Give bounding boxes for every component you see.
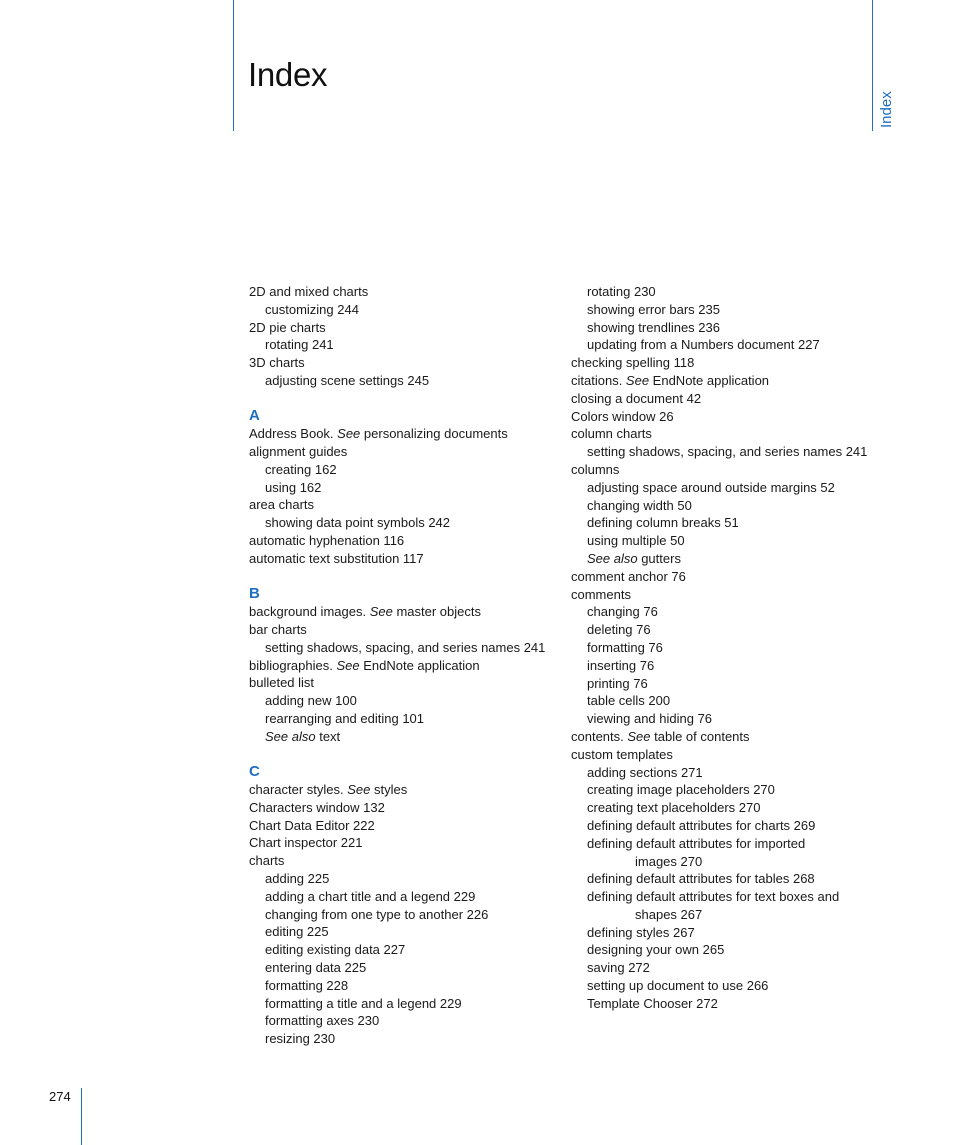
index-subentry	[571, 692, 871, 710]
entry-text: setting shadows, spacing, and series names 241	[587, 444, 868, 460]
entry-text: closing a document 42	[571, 390, 702, 406]
index-subentry	[249, 514, 549, 532]
section-spacer	[249, 568, 549, 586]
entry-text: defining default attributes for imported	[587, 835, 806, 851]
entry-text: using multiple 50	[587, 533, 685, 549]
entry-text: editing existing data 227	[265, 942, 406, 958]
index-entry	[249, 781, 549, 799]
index-entry	[249, 817, 549, 835]
reference-target: personalizing documents	[360, 426, 508, 442]
entry-text: formatting 228	[265, 977, 349, 993]
reference-target: EndNote application	[649, 372, 770, 388]
entry-text: automatic text substitution 117	[249, 550, 424, 566]
entry-text: Colors window 26	[571, 408, 674, 424]
entry-text: citations.	[571, 372, 626, 388]
index-subentry	[249, 301, 549, 319]
entry-text: comments	[571, 586, 631, 602]
entry-text: adding new 100	[265, 693, 357, 709]
index-entry	[249, 657, 549, 675]
entry-text: area charts	[249, 497, 315, 513]
index-subentry	[571, 870, 871, 888]
entry-text: alignment guides	[249, 444, 348, 460]
entry-text: bibliographies.	[249, 657, 337, 673]
index-subentry	[571, 639, 871, 657]
entry-text: Address Book.	[249, 426, 338, 442]
see-reference: See	[337, 426, 361, 442]
entry-text: changing from one type to another 226	[265, 906, 489, 922]
entry-text: adjusting space around outside margins 52	[587, 479, 835, 495]
index-subentry	[249, 870, 549, 888]
index-entry	[249, 283, 549, 301]
index-entry	[249, 799, 549, 817]
index-entry	[249, 443, 549, 461]
entry-text: showing trendlines 236	[587, 319, 720, 335]
index-letter-heading: B	[249, 585, 260, 603]
entry-text: column charts	[571, 426, 652, 442]
index-entry	[249, 852, 549, 870]
entry-text: entering data 225	[265, 960, 367, 975]
section-spacer	[249, 390, 549, 408]
reference-target: gutters	[637, 550, 681, 566]
entry-text: 2D pie charts	[249, 319, 326, 335]
index-subentry	[571, 657, 871, 675]
entry-text: printing 76	[587, 675, 648, 691]
entry-text: automatic hyphenation 116	[249, 533, 405, 549]
index-column-right	[571, 283, 871, 1013]
index-subentry	[571, 941, 871, 959]
index-subentry	[571, 710, 871, 728]
index-entry	[571, 372, 871, 390]
index-subentry	[571, 799, 871, 817]
entry-text: editing 225	[265, 924, 329, 940]
index-entry	[571, 728, 871, 746]
index-subentry	[571, 319, 871, 337]
index-subentry	[571, 764, 871, 782]
entry-text: inserting 76	[587, 657, 655, 673]
footer-rule	[81, 1088, 82, 1145]
entry-text: Chart inspector 221	[249, 835, 363, 851]
entry-text: rotating 241	[265, 337, 334, 353]
index-subentry	[571, 817, 871, 835]
entry-text: customizing 244	[265, 301, 359, 317]
index-subentry	[249, 336, 549, 354]
index-subentry	[571, 550, 871, 568]
reference-target: styles	[370, 782, 408, 798]
entry-text: comment anchor 76	[571, 568, 686, 584]
index-letter-heading: A	[249, 407, 260, 425]
entry-text: creating text placeholders 270	[587, 800, 761, 816]
index-entry	[571, 354, 871, 372]
entry-text: formatting a title and a legend 229	[265, 995, 462, 1011]
section-spacer	[249, 746, 549, 764]
index-subentry	[571, 514, 871, 532]
entry-text: defining default attributes for tables 268	[587, 871, 815, 887]
entry-text: background images.	[249, 604, 370, 620]
entry-text: changing width 50	[587, 497, 692, 513]
index-entry	[249, 319, 549, 337]
entry-text: shapes 267	[635, 906, 703, 922]
index-subentry	[249, 888, 549, 906]
header-rule-left	[233, 0, 234, 131]
entry-text: Chart Data Editor 222	[249, 817, 375, 833]
index-subentry	[571, 603, 871, 621]
entry-text: designing your own 265	[587, 942, 725, 958]
entry-text: character styles.	[249, 782, 348, 798]
see-reference: See	[347, 782, 371, 798]
entry-text: formatting axes 230	[265, 1013, 380, 1029]
entry-text: resizing 230	[265, 1031, 336, 1047]
entry-text: creating 162	[265, 461, 337, 477]
index-subentry	[249, 1030, 549, 1048]
index-subentry	[571, 443, 871, 461]
index-subentry	[249, 977, 549, 995]
entry-text: images 270	[635, 853, 703, 869]
index-subentry	[249, 461, 549, 479]
section-tab-label: Index	[878, 91, 895, 128]
entry-text: defining default attributes for text boxes and	[587, 889, 840, 905]
entry-text: formatting 76	[587, 639, 663, 655]
index-subentry	[249, 906, 549, 924]
index-entry	[571, 586, 871, 604]
entry-text: deleting 76	[587, 622, 651, 638]
entry-text: showing data point symbols 242	[265, 515, 451, 531]
entry-text: creating image placeholders 270	[587, 782, 775, 798]
index-entry	[249, 354, 549, 372]
entry-text: adjusting scene settings 245	[265, 372, 430, 388]
reference-target: table of contents	[650, 728, 750, 744]
index-entry	[249, 834, 549, 852]
index-entry-continuation	[571, 906, 871, 924]
index-subentry	[249, 710, 549, 728]
entry-text: contents.	[571, 728, 628, 744]
entry-text: setting shadows, spacing, and series names 241	[265, 639, 546, 655]
entry-text: adding 225	[265, 871, 330, 887]
page-title: Index	[248, 56, 328, 93]
index-subentry	[249, 372, 549, 390]
entry-text: Template Chooser 272	[587, 995, 718, 1011]
index-subentry	[571, 621, 871, 639]
index-entry	[571, 408, 871, 426]
index-subentry	[571, 835, 871, 853]
index-entry	[571, 461, 871, 479]
index-subentry	[249, 692, 549, 710]
index-entry	[571, 390, 871, 408]
index-entry	[249, 496, 549, 514]
reference-target: master objects	[392, 604, 481, 620]
entry-text: saving 272	[587, 960, 650, 976]
index-subentry	[571, 924, 871, 942]
index-subentry	[249, 923, 549, 941]
index-subentry	[571, 532, 871, 550]
page-number: 274	[49, 1089, 71, 1104]
index-subentry	[249, 728, 549, 746]
index-subentry	[249, 639, 549, 657]
see-reference: See	[369, 604, 393, 620]
index-subentry	[571, 336, 871, 354]
index-letter-heading: C	[249, 763, 260, 781]
index-subentry	[249, 995, 549, 1013]
entry-text: 3D charts	[249, 355, 305, 371]
entry-text: columns	[571, 461, 620, 477]
entry-text: rotating 230	[587, 284, 656, 299]
index-subentry	[571, 888, 871, 906]
index-subentry	[249, 479, 549, 497]
entry-text: defining styles 267	[587, 924, 695, 940]
index-entry	[249, 532, 549, 550]
index-column-left	[249, 283, 549, 1048]
see-reference: See also	[587, 550, 638, 566]
index-subentry	[571, 959, 871, 977]
entry-text: custom templates	[571, 746, 673, 762]
entry-text: bulleted list	[249, 675, 315, 691]
header-rule-right	[872, 0, 873, 131]
index-subentry	[571, 283, 871, 301]
index-subentry	[571, 301, 871, 319]
see-reference: See also	[265, 728, 316, 744]
entry-text: adding a chart title and a legend 229	[265, 888, 476, 904]
entry-text: checking spelling 118	[571, 355, 695, 371]
index-subentry	[249, 941, 549, 959]
entry-text: defining column breaks 51	[587, 515, 739, 531]
index-subentry	[571, 781, 871, 799]
entry-text: 2D and mixed charts	[249, 284, 369, 299]
index-entry	[571, 568, 871, 586]
entry-text: viewing and hiding 76	[587, 711, 713, 727]
index-subentry	[571, 675, 871, 693]
see-reference: See	[627, 728, 651, 744]
index-entry	[249, 621, 549, 639]
reference-target: EndNote application	[359, 657, 480, 673]
entry-text: rearranging and editing 101	[265, 710, 425, 726]
reference-target: text	[315, 728, 341, 744]
index-entry	[249, 425, 549, 443]
entry-text: bar charts	[249, 621, 307, 637]
index-entry-continuation	[571, 853, 871, 871]
entry-text: changing 76	[587, 604, 658, 620]
index-entry	[571, 746, 871, 764]
entry-text: setting up document to use 266	[587, 978, 769, 994]
index-subentry	[571, 977, 871, 995]
index-entry	[249, 603, 549, 621]
entry-text: charts	[249, 853, 285, 869]
index-entry	[571, 425, 871, 443]
entry-text: Characters window 132	[249, 799, 385, 815]
see-reference: See	[336, 657, 360, 673]
entry-text: showing error bars 235	[587, 301, 720, 317]
entry-text: adding sections 271	[587, 764, 703, 780]
index-entry	[249, 674, 549, 692]
index-subentry	[571, 995, 871, 1013]
index-entry	[249, 550, 549, 568]
entry-text: defining default attributes for charts 269	[587, 817, 816, 833]
entry-text: using 162	[265, 479, 322, 495]
index-subentry	[571, 479, 871, 497]
see-reference: See	[625, 372, 650, 388]
index-subentry	[571, 497, 871, 515]
index-subentry	[249, 1012, 549, 1030]
index-subentry	[249, 959, 549, 977]
entry-text: table cells 200	[587, 693, 671, 709]
entry-text: updating from a Numbers document 227	[587, 337, 820, 353]
